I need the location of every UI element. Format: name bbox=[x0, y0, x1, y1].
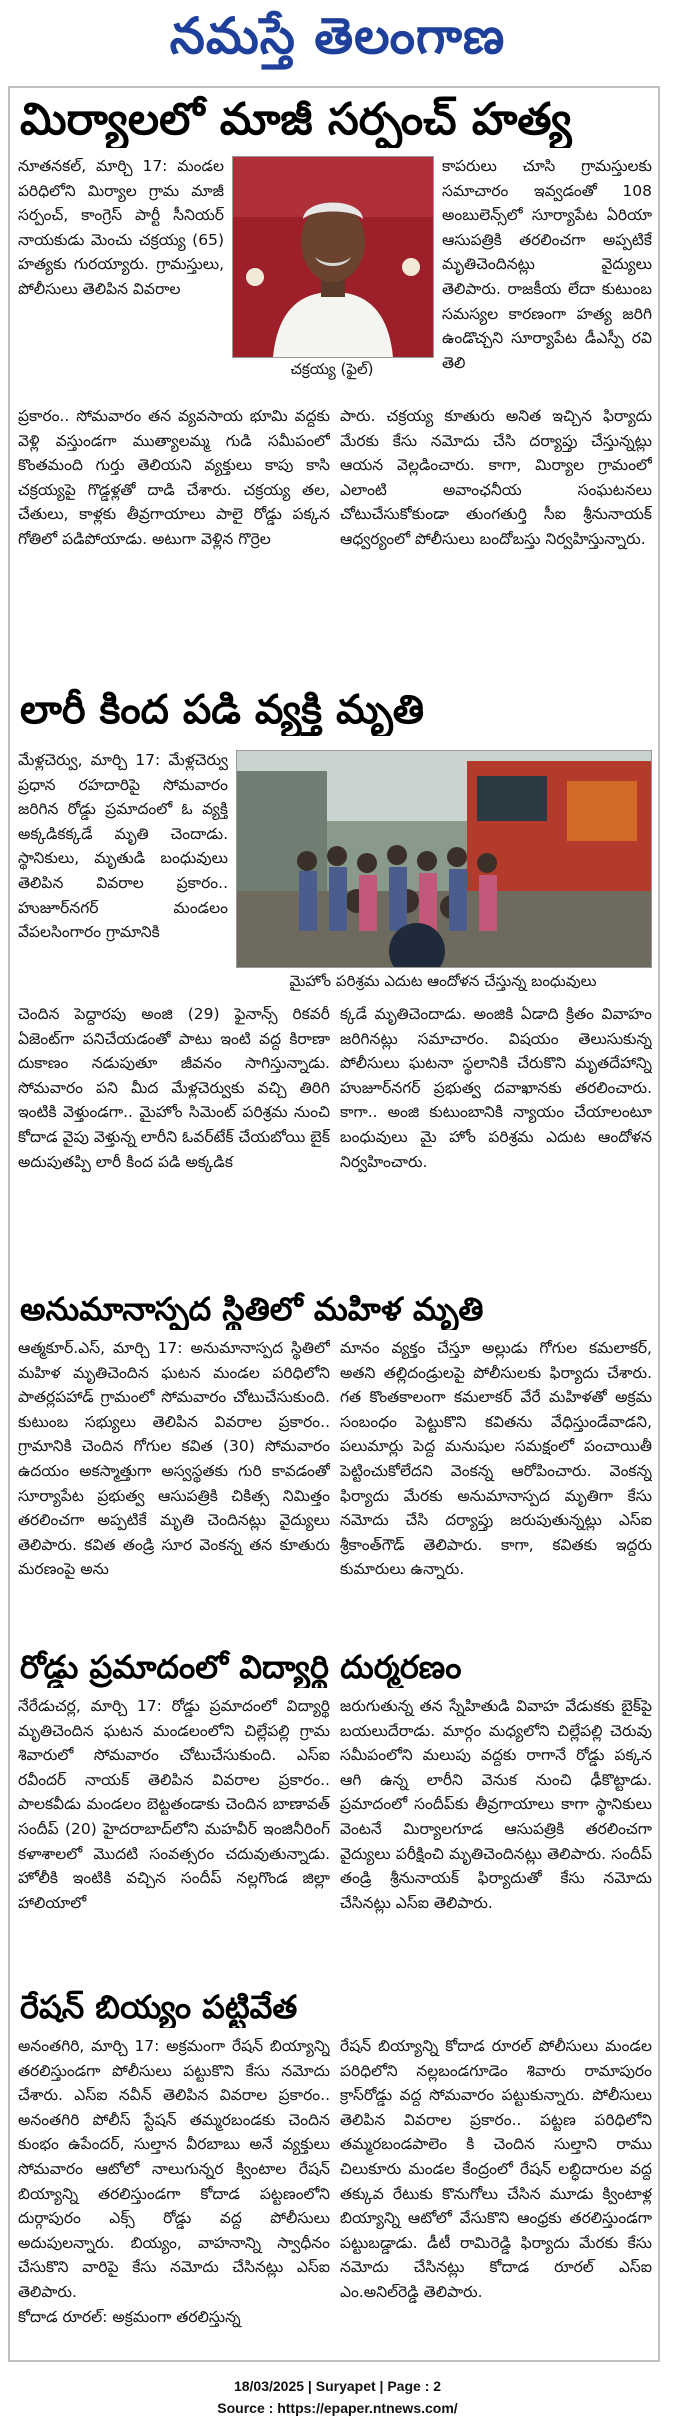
story-headline: మిర్యాలలో మాజీ సర్పంచ్ హత్య bbox=[20, 94, 572, 145]
portrait-photo bbox=[233, 157, 433, 357]
story-headline: అనుమానాస్పద స్థితిలో మహిళ మృతి bbox=[20, 1290, 484, 1328]
story-column: జరుగుతున్న తన స్నేహితుడి వివాహ వేడుకకు బైక్‌పై బయలుదేరాడు. మార్గం మధ్యలోని చిల్లేపల్లి చెరువు సమీపంలోని మలుపు వద్దకు రాగానే రోడ్డు పక్కన ఆగి ఉన్న లారీని వెనుక నుంచి ఢీకొట్టాడు. ప్రమాదంలో సందీప్‌కు తీవ్రగాయాలు కాగా స్థానికులు వెంటనే మిర్యాలగూడ ఆసుపత్రికి తరలించగా వైద్యులు పరీక్షించి మృతిచెందినట్లు తెలిపారు. సందీప్ తండ్రి శ్రీనునాయక్ ఫిర్యాదుతో కేసు నమోదు చేసినట్లు ఎస్ఐ తెలిపారు. bbox=[340, 1697, 652, 1912]
story-column: మేళ్లచెర్వు, మార్చి 17: మేళ్లచెర్వు ప్రధాన రహదారిపై సోమవారం జరిగిన రోడ్డు ప్రమాదంలో ఓ వ్యక్తి అక్కడికక్కడే మృతి చెందాడు. స్థానికులు, మృతుడి బంధువులు తెలిపిన వివరాల ప్రకారం.. హుజూర్‌నగర్ మండలం వేపలసింగారం గ్రామానికి bbox=[18, 751, 228, 942]
story-column: నూతనకల్, మార్చి 17: మండల పరిధిలోని మిర్యాల గ్రామ మాజీ సర్పంచ్, కాంగ్రెస్ పార్టీ సీనియర్ నాయకుడు మెంచు చక్రయ్య (65) హత్యకు గురయ్యారు. గ్రామస్తులు, పోలీసులు తెలిపిన వివరాల bbox=[18, 157, 224, 298]
story-headline: రేషన్ బియ్యం పట్టివేత bbox=[20, 1988, 298, 2026]
story-lorry-accident bbox=[10, 676, 658, 1282]
story-column: చెందిన పెద్దారపు అంజి (29) ఫైనాన్స్ రికవరీ ఏజెంట్‌గా పనిచేయడంతో పాటు ఇంటి వద్ద కిరాణా దుకాణం నడుపుతూ జీవనం సాగిస్తున్నాడు. సోమవారం పని మీద మేళ్లచెర్వుకు వచ్చి తిరిగి ఇంటికి వెళ్తుండగా.. మైహోం సిమెంట్ పరిశ్రమ నుంచి కోదాడ వైపు వెళ్తున్న లారీని ఓవర్‌టేక్ చేయబోయి బైక్ అదుపుతప్పి లారీ కింద పడి అక్కడిక bbox=[18, 1005, 330, 1171]
story-column: ఆత్మకూర్.ఎస్, మార్చి 17: అనుమానాస్పద స్థితిలో మహిళ మృతిచెందిన ఘటన మండల పరిధిలోని పాతర్లపహాడ్ గ్రామంలో సోమవారం చోటుచేసుకుంది. కుటుంబ సభ్యులు తెలిపిన వివరాల ప్రకారం.. గ్రామానికి చెందిన గోగుల కవిత (30) సోమవారం ఉదయం అకస్మాత్తుగా అస్వస్థతకు గురి కావడంతో సూర్యాపేట ప్రభుత్వ ఆసుపత్రికి చికిత్స నిమిత్తం తరలించగా అప్పటికే మృతి చెందినట్లు వైద్యులు తెలిపారు. కవిత తండ్రి సూర వెంకన్న తన కూతురు మరణంపై అను bbox=[18, 1339, 330, 1579]
story-sarpanch-murder bbox=[10, 88, 658, 676]
story-photo bbox=[236, 750, 652, 968]
footer-date-edition: 18/03/2025 | Suryapet | Page : 2 bbox=[233, 2378, 442, 2394]
story-headline: రోడ్డు ప్రమాదంలో విద్యార్థి దుర్మరణం bbox=[20, 1648, 462, 1686]
masthead-title: నమస్తే తెలంగాణ bbox=[169, 6, 506, 65]
footer-source: Source : https://epaper.ntnews.com/ bbox=[217, 2400, 458, 2416]
story-column: కాపరులు చూసి గ్రామస్తులకు సమాచారం ఇవ్వడంతో 108 అంబులెన్స్‌లో సూర్యాపేట ఏరియా ఆసుపత్రికి తరలించగా అప్పటికే మృతిచెందినట్లు వైద్యులు తెలిపారు. రాజకీయ లేదా కుటుంబ సమస్యల కారణంగా హత్య జరిగి ఉండొచ్చని సూర్యాపేట డీఎస్పీ రవి తెలి bbox=[442, 157, 652, 372]
story-headline: లారీ కింద పడి వ్యక్తి మృతి bbox=[20, 687, 424, 733]
story-column: నేరేడుచర్ల, మార్చి 17: రోడ్డు ప్రమాదంలో విద్యార్థి మృతిచెందిన ఘటన మండలంలోని చిల్లేపల్లి గ్రామ శివారులో సోమవారం చోటుచేసుకుంది. ఎస్ఐ రవీందర్ నాయక్ తెలిపిన వివరాల ప్రకారం.. పాలకవీడు మండలం బెట్టతండాకు చెందిన బాణావత్ సందీప్ (20) హైదరాబాద్‌లోని మహవీర్ ఇంజినీరింగ్ కళాశాలలో మొదటి సంవత్సరం చదువుతున్నాడు. హోలీకి ఇంటికి వచ్చిన సందీప్ నల్లగొండ జిల్లా హాలియాలో bbox=[18, 1697, 330, 1912]
story-photo bbox=[232, 156, 434, 358]
story-column: ప్రకారం.. సోమవారం తన వ్యవసాయ భూమి వద్దకు వెళ్లి వస్తుండగా ముత్యాలమ్మ గుడి సమీపంలో కొంతమంది గుర్తు తెలియని వ్యక్తులు కాపు కాసి చక్రయ్యపై గొడ్డళ్లతో దాడి చేశారు. చక్రయ్య తల, చేతులు, కాళ్లకు తీవ్రగాయాలు పాలై రోడ్డు పక్కన గోతిలో పడిపోయాడు. అటుగా వెళ్లిన గొర్రెల bbox=[18, 407, 330, 548]
story-column: పారు. చక్రయ్య కూతురు అనిత ఇచ్చిన ఫిర్యాదు మేరకు కేసు నమోదు చేసి దర్యాప్తు చేస్తున్నట్లు ఆయన వెల్లడించారు. కాగా, మిర్యాల గ్రామంలో ఎలాంటి అవాంఛనీయ సంఘటనలు చోటుచేసుకోకుండా తుంగతుర్తి సీఐ శ్రీనునాయక్ ఆధ్వర్యంలో పోలీసులు బందోబస్తు నిర్వహిస్తున్నారు. bbox=[340, 407, 652, 548]
masthead bbox=[0, 0, 675, 84]
photo-caption: చక్రయ్య (ఫైల్) bbox=[290, 360, 374, 378]
protest-photo bbox=[237, 751, 651, 967]
story-column: క్కడే మృతిచెందాడు. అంజికి ఏడాది క్రితం వివాహం జరిగినట్లు సమాచారం. విషయం తెలుసుకున్న పోలీసులు ఘటనా స్థలానికి చేరుకొని మృతదేహాన్ని హుజూర్‌నగర్ ప్రభుత్వ దవాఖానకు తరలించారు. కాగా.. అంజి కుటుంబానికి న్యాయం చేయాలంటూ బంధువులు మై హోం పరిశ్రమ ఎదుట ఆందోళన నిర్వహించారు. bbox=[340, 1005, 652, 1171]
story-column: అనంతగిరి, మార్చి 17: అక్రమంగా రేషన్ బియ్యాన్ని తరలిస్తుండగా పోలీసులు పట్టుకొని కేసు నమోదు చేశారు. ఎస్ఐ నవీన్ తెలిపిన వివరాల ప్రకారం.. అనంతగిరి పోలీస్ స్టేషన్ తమ్మరబండకు చెందిన కుంభం ఉపేందర్, సుల్తాన వీరబాబు అనే వ్యక్తులు సోమవారం ఆటోలో నాలుగున్నర క్వింటాల రేషన్ బియ్యాన్ని తరలిస్తుండగా కోదాడ పట్టణంలోని దుర్గాపురం ఎక్స్ రోడ్డు వద్ద పోలీసులు అదుపులన్నారు. బియ్యం, వాహనాన్ని స్వాధీనం చేసుకొని వారిపై కేసు నమోదు చేసినట్లు ఎస్ఐ తెలిపారు. కోదాడ రూరల్: అక్రమంగా తరలిస్తున్న bbox=[18, 2037, 330, 2326]
story-ration-rice bbox=[10, 1980, 658, 2360]
story-column: మానం వ్యక్తం చేస్తూ అల్లుడు గోగుల కమలాకర్, అతని తల్లిదండ్రులపై పోలీసులకు ఫిర్యాదు చేశారు. గత కొంతకాలంగా కమలాకర్ వేరే మహిళతో అక్రమ సంబంధం పెట్టుకొని కవితను వేధిస్తుండేవాడని, పలుమార్లు పెద్ద మనుషుల సమక్షంలో పంచాయితీ పెట్టించుకోలేదని వెంకన్న ఆరోపించారు. వెంకన్న ఫిర్యాదు మేరకు అనుమానాస్పద మృతిగా కేసు నమోదు చేసి దర్యాప్తు జరుపుతున్నట్లు ఎస్ఐ శ్రీకాంత్‌గౌడ్ తెలిపారు. కాగా, కవితకు ఇద్దరు కుమారులు ఉన్నారు. bbox=[340, 1339, 652, 1579]
story-woman-death bbox=[10, 1282, 658, 1640]
story-student-death bbox=[10, 1640, 658, 1980]
news-clipping bbox=[8, 86, 660, 2362]
photo-caption: మైహోం పరిశ్రమ ఎదుట ఆందోళన చేస్తున్న బంధువులు bbox=[289, 972, 597, 990]
story-column: రేషన్ బియ్యాన్ని కోదాడ రూరల్ పోలీసులు మండల పరిధిలోని నల్లబండగూడెం శివారు రామాపురం క్రాస్‌రోడ్డు వద్ద సోమవారం పట్టుకున్నారు. పోలీసులు తెలిపిన వివరాల ప్రకారం.. పట్టణ పరిధిలోని తమ్మరబండపాలెం కి చెందిన సుల్తాని రాము చిలుకూరు మండల కేంద్రంలో రేషన్ లబ్ధిదారుల వద్ద తక్కువ రేటుకు కొనుగోలు చేసిన మూడు క్వింటాళ్ల బియ్యాన్ని ఆటోలో వేసుకొని ఆంధ్రకు తరలిస్తుండగా పట్టుబడ్డాడు. డీటీ రామిరెడ్డి ఫిర్యాదు మేరకు కేసు నమోదు చేసినట్లు కోదాడ రూరల్ ఎస్ఐ ఎం.అనిల్‌రెడ్డి తెలిపారు. bbox=[340, 2037, 652, 2301]
